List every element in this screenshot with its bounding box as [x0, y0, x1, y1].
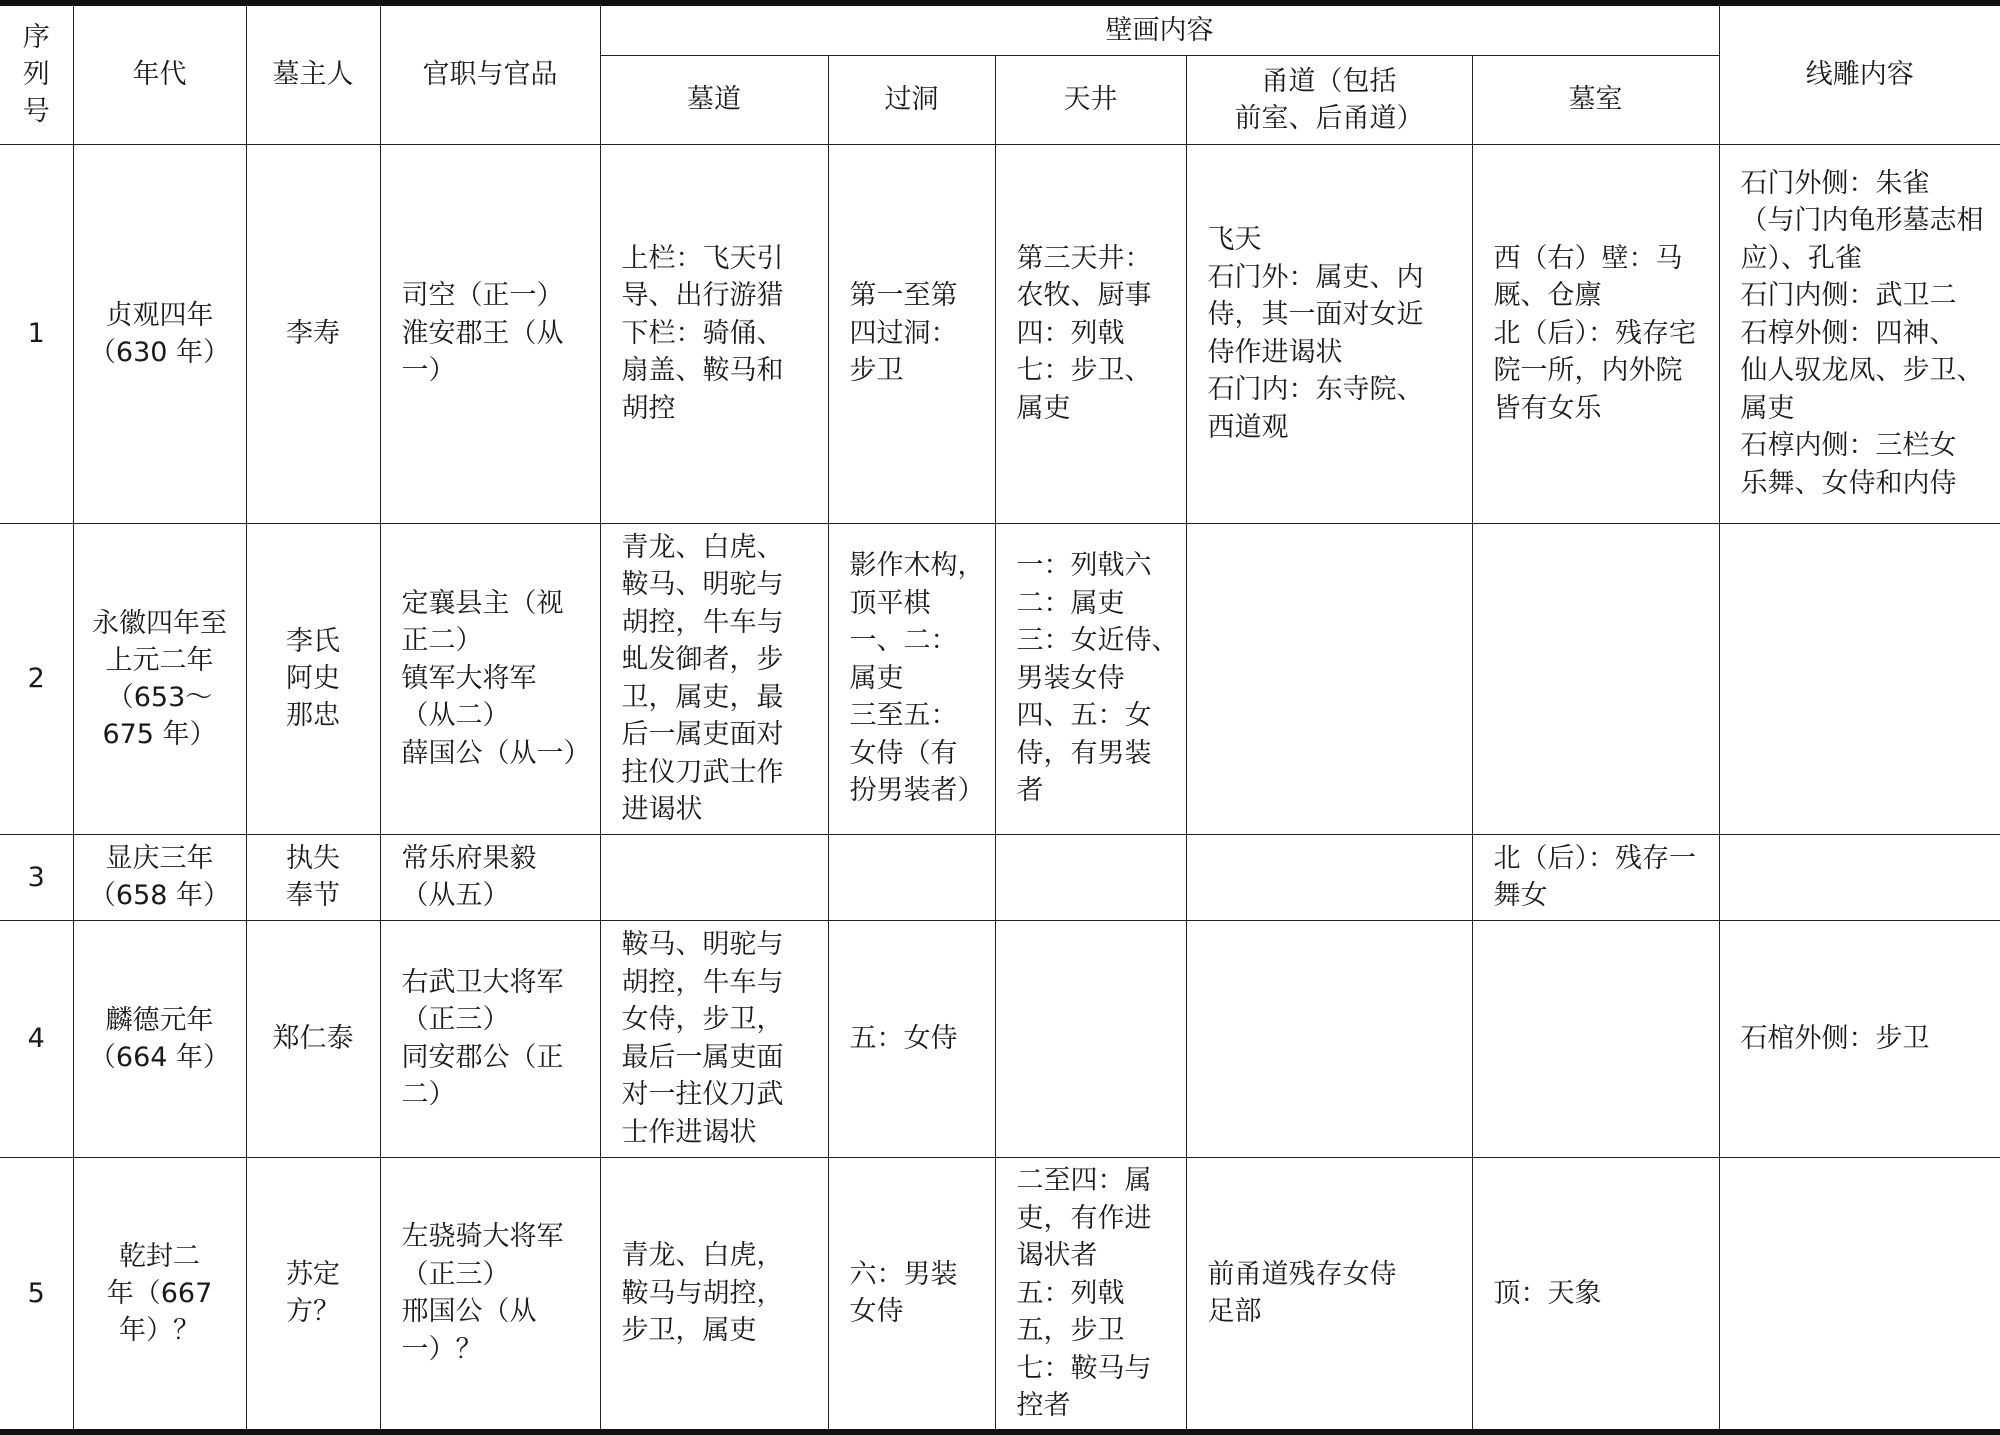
- cell-line: 执失: [286, 843, 340, 874]
- cell-line: 石门外：属吏、内: [1207, 261, 1424, 293]
- cell-era: [73, 834, 246, 920]
- cell-tunnel: [828, 834, 995, 920]
- cell-carving: [1719, 834, 2000, 920]
- cell-line: 二至四：属: [1016, 1165, 1152, 1196]
- cell-line: 石椁内侧：三栏女: [1740, 430, 1957, 462]
- cell-line: 侍作进谒状: [1207, 336, 1343, 368]
- cell-line: 吏，有作进: [1016, 1202, 1152, 1234]
- cell-chamber: [1472, 920, 1719, 1157]
- cell-era: [73, 1157, 246, 1432]
- cell-line: 女侍: [849, 1296, 904, 1328]
- cell-carving: [1719, 144, 2000, 523]
- cell-line: （664 年）: [88, 1041, 231, 1073]
- cell-corridor: [1186, 834, 1472, 920]
- cell-line: 邢国公（从: [401, 1296, 537, 1328]
- cell-passage: [600, 523, 828, 834]
- cell-office: [380, 920, 600, 1157]
- cell-line: 北（后）：残存一: [1493, 842, 1696, 874]
- cell-line: 下栏：骑俑、: [621, 317, 784, 349]
- cell-chamber: [1472, 523, 1719, 834]
- cell-line: 影作木构，: [849, 550, 985, 582]
- table-row: [0, 523, 2000, 834]
- cell-tunnel: [828, 920, 995, 1157]
- cell-line: 石椁外侧：四神、: [1740, 317, 1957, 349]
- header-shaft: 天井: [995, 55, 1186, 144]
- cell-owner: [246, 523, 380, 834]
- cell-line: （658 年）: [88, 880, 231, 911]
- cell-line: 顶：天象: [1493, 1277, 1602, 1309]
- cell-owner: [246, 920, 380, 1157]
- table-row: [0, 1157, 2000, 1432]
- cell-line: 西（右）壁：马: [1493, 242, 1683, 274]
- cell-line: 青龙、白虎、: [621, 531, 784, 563]
- cell-line: 拄仪刀武士作: [621, 756, 784, 788]
- cell-line: 显庆三年: [105, 843, 214, 874]
- cell-line: 卫，属吏，最: [621, 681, 784, 713]
- cell-line: 贞观四年: [105, 299, 214, 331]
- cell-line: 导、出行游猎: [621, 280, 784, 312]
- cell-line: 飞天: [1207, 224, 1262, 255]
- cell-line: 对一拄仪刀武: [621, 1079, 784, 1110]
- cell-shaft: [995, 523, 1186, 834]
- cell-line: 男装女侍: [1016, 662, 1125, 694]
- cell-line: 后一属吏面对: [621, 719, 784, 750]
- cell-line: 鞍马、明驼与: [621, 929, 784, 960]
- table-row: [0, 834, 2000, 920]
- cell-line: 二）: [401, 1079, 456, 1110]
- cell-line: 应）、孔雀: [1740, 242, 1863, 274]
- cell-line: 侍，其一面对女近: [1207, 299, 1424, 330]
- cell-carving: [1719, 1157, 2000, 1432]
- cell-line: 石门内：东寺院、: [1207, 374, 1424, 405]
- cell-passage: [600, 144, 828, 523]
- cell-carving: [1719, 920, 2000, 1157]
- cell-line: 五，步卫: [1016, 1315, 1125, 1346]
- cell-passage: [600, 1157, 828, 1432]
- cell-line: 属吏: [1740, 392, 1795, 424]
- cell-corridor: [1186, 920, 1472, 1157]
- cell-line: 年（667: [106, 1277, 213, 1309]
- header-owner: 墓主人: [246, 3, 380, 144]
- cell-line: 常乐府果毅: [401, 842, 537, 874]
- cell-line: 镇军大将军: [401, 662, 537, 694]
- cell-line: 年）？: [119, 1314, 200, 1346]
- cell-line: 五：列戟: [1016, 1277, 1125, 1309]
- cell-owner: [246, 144, 380, 523]
- cell-line: 鞍马与胡控，: [621, 1277, 784, 1309]
- cell-line: 步卫: [849, 355, 904, 387]
- cell-chamber: [1472, 1157, 1719, 1432]
- cell-shaft: [995, 1157, 1186, 1432]
- cell-line: 青龙、白虎，: [621, 1240, 784, 1271]
- cell-line: 一、二：: [849, 625, 958, 657]
- cell-office: [380, 834, 600, 920]
- cell-office: [380, 1157, 600, 1432]
- cell-line: 石棺外侧：步卫: [1740, 1022, 1930, 1054]
- header-corridor: 甬道（包括 前室、后甬道）: [1186, 55, 1472, 144]
- cell-line: 北（后）：残存宅: [1493, 317, 1696, 349]
- cell-line: 六：男装: [849, 1258, 958, 1290]
- cell-line: 淮安郡王（从: [401, 317, 564, 349]
- cell-line: （653～: [106, 681, 213, 713]
- cell-line: 前甬道残存女侍: [1207, 1258, 1397, 1290]
- cell-shaft: [995, 144, 1186, 523]
- cell-line: 扇盖、鞍马和: [621, 355, 784, 387]
- cell-line: 控者: [1016, 1390, 1071, 1421]
- cell-num: 3: [0, 834, 73, 920]
- cell-passage: [600, 834, 828, 920]
- cell-line: 女侍，步卫，: [621, 1004, 784, 1035]
- cell-line: 同安郡公（正: [401, 1041, 564, 1073]
- header-carving: 线雕内容: [1719, 3, 2000, 144]
- cell-corridor: [1186, 1157, 1472, 1432]
- cell-carving: [1719, 523, 2000, 834]
- cell-shaft: [995, 920, 1186, 1157]
- cell-line: 四、五：女: [1016, 700, 1152, 732]
- cell-line: 四过洞：: [849, 317, 958, 349]
- cell-line: 方？: [286, 1296, 340, 1328]
- cell-line: 那忠: [286, 700, 340, 731]
- cell-corridor: [1186, 523, 1472, 834]
- cell-chamber: [1472, 144, 1719, 523]
- cell-era: [73, 144, 246, 523]
- cell-line: 正二）: [401, 625, 483, 657]
- cell-line: 扮男装者）: [849, 775, 985, 807]
- cell-line: 士作进谒状: [621, 1116, 757, 1148]
- cell-line: 女侍（有: [849, 737, 958, 769]
- cell-line: 石门外侧：朱雀: [1740, 167, 1930, 199]
- cell-line: 永徽四年至: [92, 607, 227, 639]
- cell-line: （630 年）: [88, 336, 231, 368]
- cell-tunnel: [828, 1157, 995, 1432]
- cell-line: 农牧、厨事: [1016, 280, 1152, 312]
- cell-line: 属吏: [1016, 392, 1071, 424]
- cell-line: 厩、仓廪: [1493, 280, 1602, 312]
- cell-line: 郑仁泰: [272, 1023, 354, 1054]
- cell-num: 2: [0, 523, 73, 834]
- cell-num: 4: [0, 920, 73, 1157]
- cell-chamber: [1472, 834, 1719, 920]
- table-row: [0, 920, 2000, 1157]
- cell-line: 胡控，牛车与: [621, 966, 784, 998]
- cell-line: 足部: [1207, 1296, 1262, 1328]
- cell-line: 一：列戟六: [1016, 550, 1152, 582]
- cell-line: 属吏: [849, 662, 904, 694]
- cell-num: 5: [0, 1157, 73, 1432]
- cell-line: （从二）: [401, 700, 510, 732]
- cell-line: 谒状者: [1016, 1240, 1098, 1271]
- cell-line: 虬发御者，步: [621, 644, 784, 675]
- cell-corridor: [1186, 144, 1472, 523]
- header-office: 官职与官品: [380, 3, 600, 144]
- cell-line: （与门内龟形墓志相: [1740, 205, 1984, 237]
- cell-line: 胡控: [621, 392, 676, 424]
- cell-line: 步卫，属吏: [621, 1315, 757, 1346]
- cell-line: 上栏：飞天引: [621, 242, 784, 274]
- cell-line: 舞女: [1493, 880, 1548, 911]
- cell-line: 一）: [401, 355, 456, 387]
- cell-line: 李氏: [286, 626, 340, 657]
- cell-line: 李寿: [286, 318, 340, 349]
- cell-line: 定襄县主（视: [401, 587, 564, 619]
- header-seq: 序 列 号: [0, 3, 73, 144]
- cell-line: 乾封二: [119, 1240, 200, 1272]
- cell-line: 院一所，内外院: [1493, 355, 1683, 387]
- cell-line: 皆有女乐: [1493, 392, 1602, 424]
- cell-era: [73, 920, 246, 1157]
- cell-line: 侍，有男装: [1016, 737, 1152, 769]
- cell-line: （正三）: [401, 1258, 510, 1290]
- header-era: 年代: [73, 3, 246, 144]
- cell-owner: [246, 834, 380, 920]
- header-chamber: 墓室: [1472, 55, 1719, 144]
- cell-line: 五：女侍: [849, 1022, 958, 1054]
- cell-num: 1: [0, 144, 73, 523]
- cell-tunnel: [828, 144, 995, 523]
- cell-passage: [600, 920, 828, 1157]
- cell-office: [380, 523, 600, 834]
- cell-line: 第一至第: [849, 280, 958, 312]
- cell-line: 最后一属吏面: [621, 1041, 784, 1073]
- cell-line: 一）？: [401, 1333, 483, 1365]
- cell-line: （从五）: [401, 880, 510, 911]
- table-row: [0, 144, 2000, 523]
- header-tunnel: 过洞: [828, 55, 995, 144]
- cell-line: 石门内侧：武卫二: [1740, 280, 1957, 312]
- cell-line: 鞍马、明驼与: [621, 569, 784, 600]
- cell-line: 司空（正一）: [401, 280, 564, 312]
- cell-line: 675 年）: [102, 718, 217, 750]
- cell-office: [380, 144, 600, 523]
- cell-line: 乐舞、女侍和内侍: [1740, 467, 1957, 499]
- header-murals-group: 壁画内容: [600, 3, 1719, 55]
- cell-era: [73, 523, 246, 834]
- cell-line: （正三）: [401, 1004, 510, 1035]
- cell-line: 仙人驭龙凤、步卫、: [1740, 355, 1984, 387]
- cell-line: 者: [1016, 775, 1044, 807]
- cell-line: 奉节: [286, 880, 340, 911]
- cell-line: 第三天井：: [1016, 242, 1152, 274]
- cell-line: 七：步卫、: [1016, 355, 1152, 387]
- cell-line: 顶平棋: [849, 587, 931, 619]
- header-passage: 墓道: [600, 55, 828, 144]
- cell-line: 右武卫大将军: [401, 966, 564, 998]
- cell-line: 四：列戟: [1016, 317, 1125, 349]
- cell-tunnel: [828, 523, 995, 834]
- cell-line: 薛国公（从一）: [401, 737, 591, 769]
- cell-line: 三：女近侍、: [1016, 625, 1179, 657]
- cell-line: 苏定: [286, 1259, 340, 1291]
- cell-line: 进谒状: [621, 794, 703, 825]
- cell-line: 三至五：: [849, 700, 958, 732]
- cell-line: 上元二年: [105, 644, 214, 676]
- cell-line: 胡控，牛车与: [621, 606, 784, 638]
- cell-line: 七：鞍马与: [1016, 1352, 1152, 1384]
- cell-line: 西道观: [1207, 411, 1289, 443]
- cell-line: 二：属吏: [1016, 587, 1125, 619]
- cell-line: 麟德元年: [105, 1004, 214, 1036]
- cell-owner: [246, 1157, 380, 1432]
- cell-line: 左骁骑大将军: [401, 1221, 564, 1253]
- cell-shaft: [995, 834, 1186, 920]
- cell-line: 阿史: [286, 663, 340, 694]
